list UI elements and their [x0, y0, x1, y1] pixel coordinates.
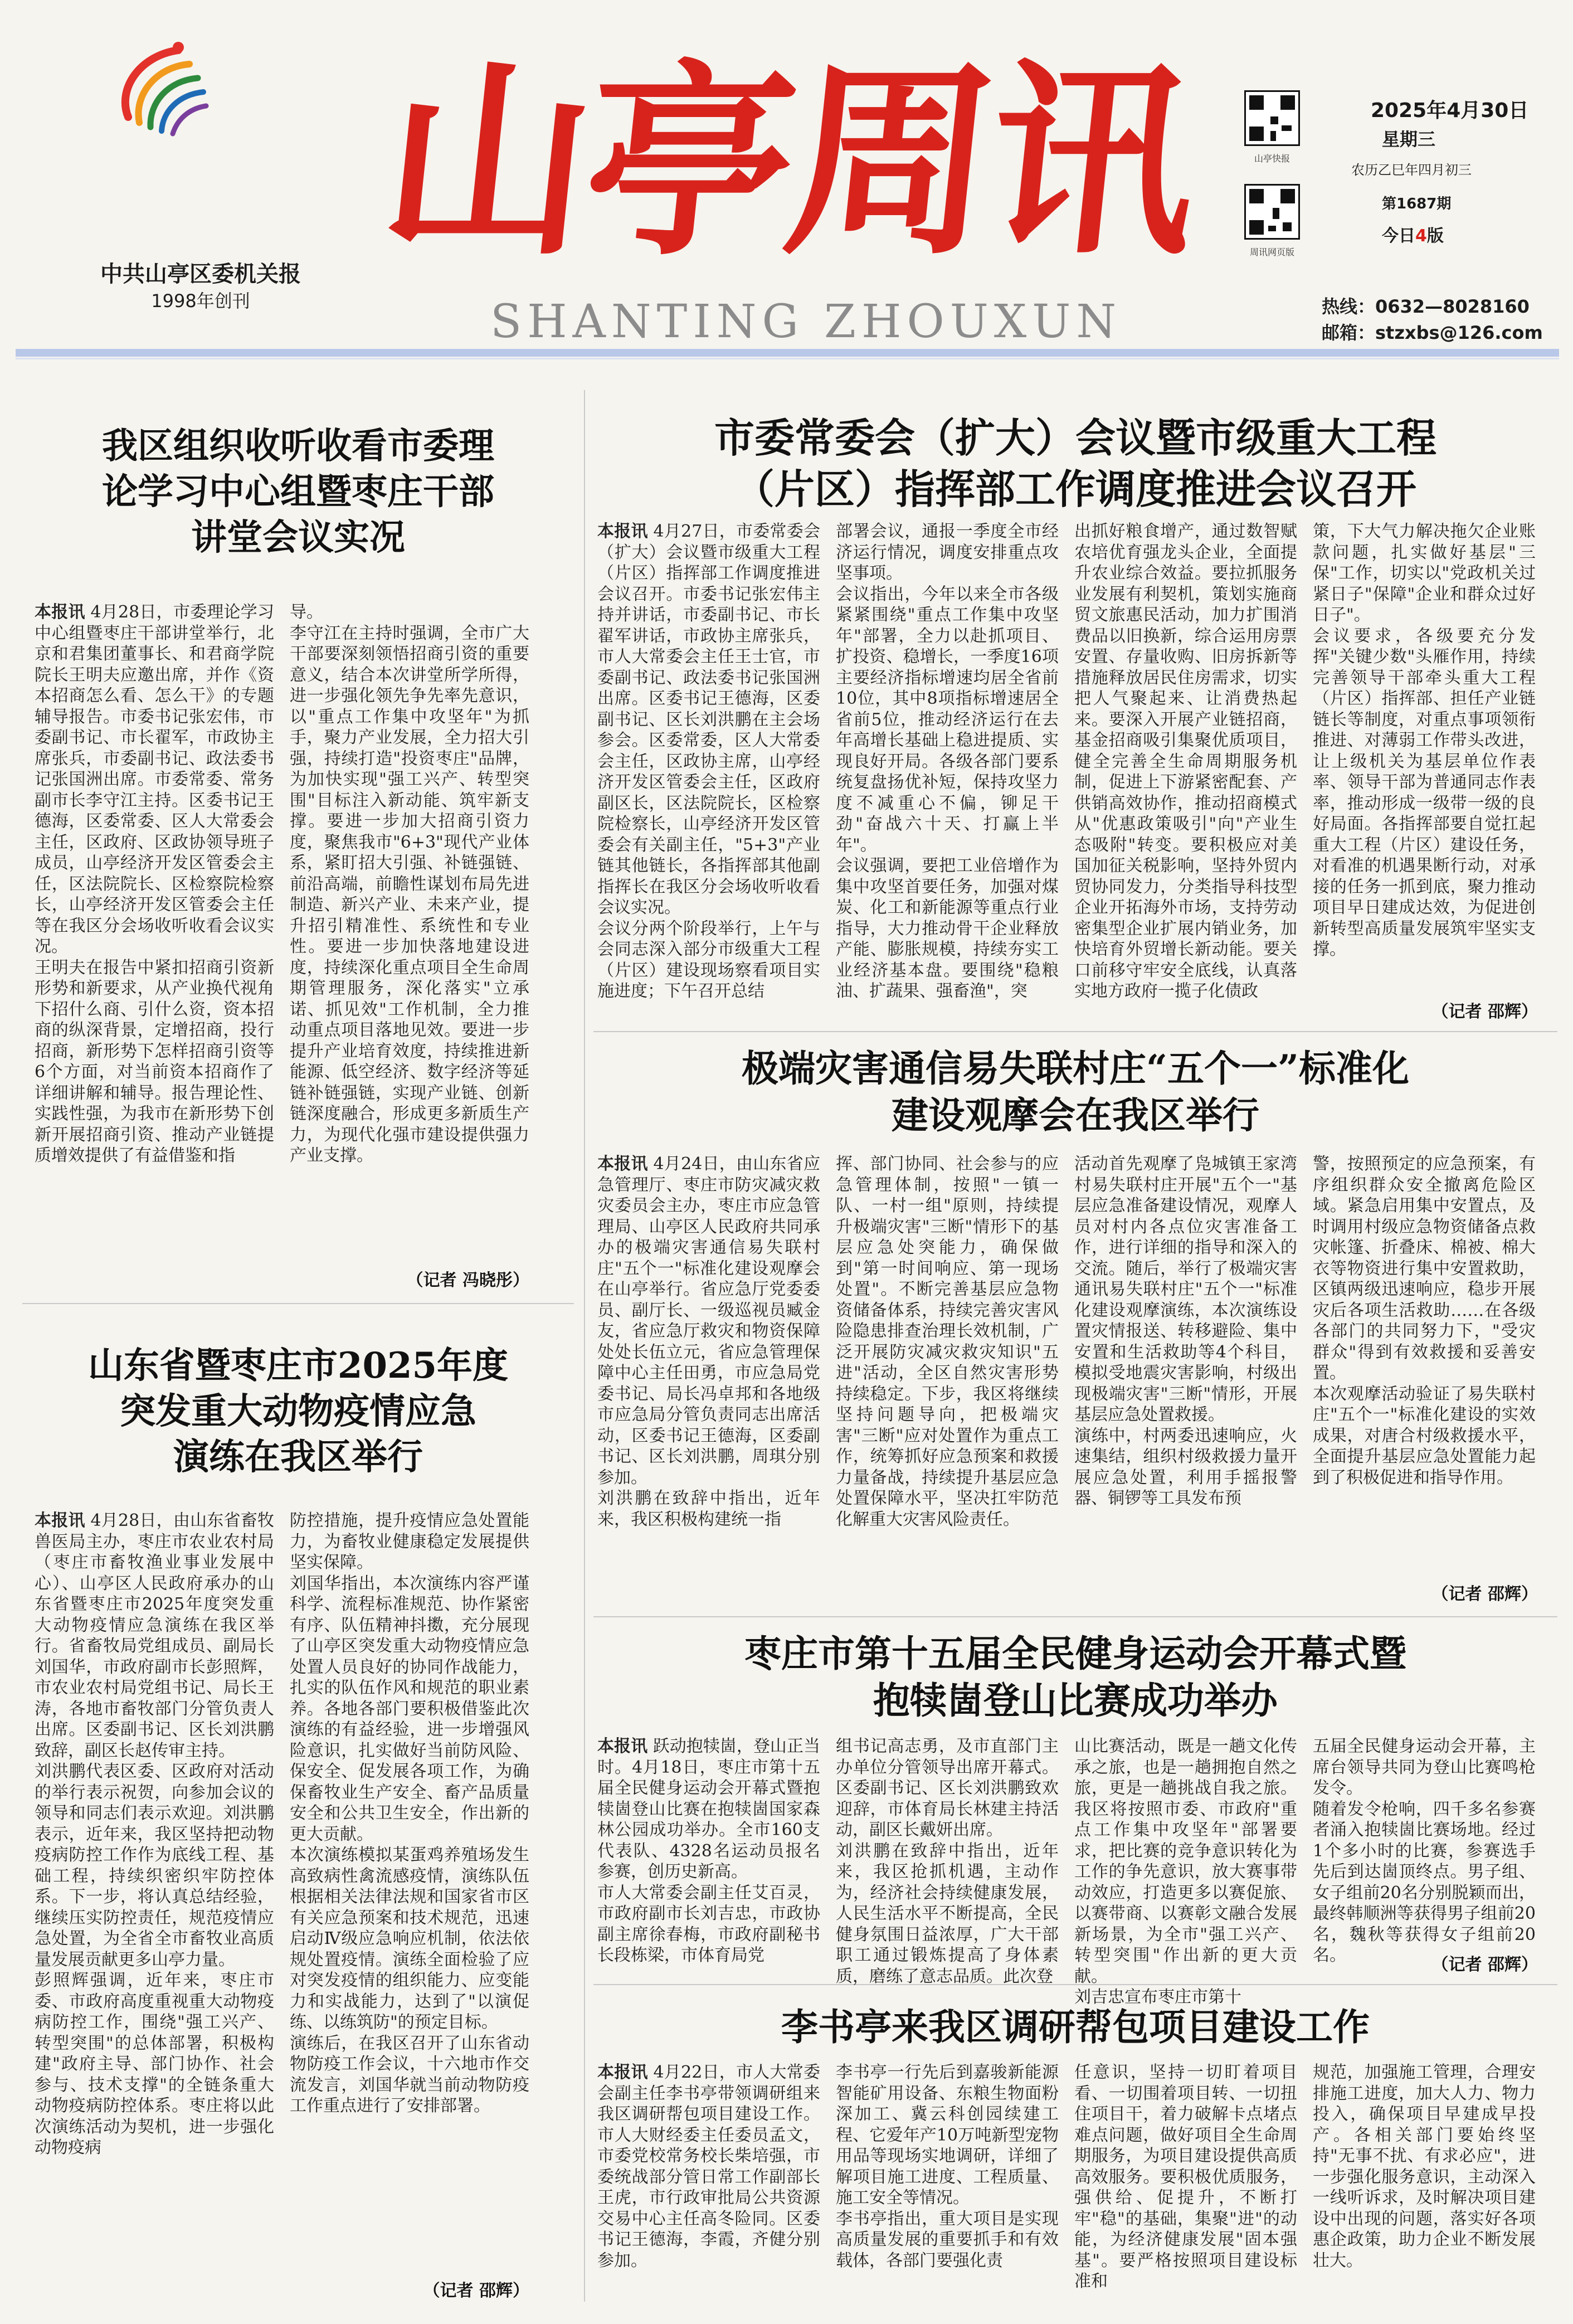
- issue-weekday: 星期三: [1382, 129, 1436, 150]
- column-divider: [584, 390, 585, 2302]
- article-text: 警，按照预定的应急预案，有序组织群众安全撤离危险区域。紧急启用集中安置点，及时调用村级应急物资储备点救灾帐篷、折叠床、棉被、棉大衣等物资进行集中安置救助，区镇两级迅速响应，稳步开展灾后各项生活救助……在各级各部门的共同努力下，"受灾群众"得到有效救援和妥善安置。 本次观摩活动验证了易失联村庄"五个一"标准化建设的实效成果，对唐合村级救援水平，全面提升基层应急处置能力起到了积极促进和指导作用。: [1313, 1154, 1536, 1487]
- article-byline: （记者 冯晓彤）: [406, 1271, 529, 1290]
- article-lead: 本报讯: [35, 602, 85, 622]
- article-text: 4月24日，由山东省应急管理厅、枣庄市防灾减灾救灾委员会主办，枣庄市应急管理局、山亭区人民政府共同承办的极端灾害通信易失联村庄"五个一"标准化建设观摩会在山亭举行。省应急厅党委委员、副厅长、一级巡视员臧金友，省应急厅救灾和物资保障处处长伍立元，省应急管理保障中心主任田勇，市应急局党委书记、局长冯卓邦和各地级市应急局分管负责同志出席活动，区委书记王德海，区委副书记、区长刘洪鹏，周琪分别参加。 刘洪鹏在致辞中指出，近年来，我区积极构建统一指: [597, 1154, 821, 1529]
- headline-line: 突发重大动物疫情应急: [120, 1390, 476, 1432]
- article-text: 策，下大气力解决拖欠企业账款问题，扎实做好基层"三保"工作，切实以"党政机关过紧日子"保障"企业和群众过好日子"。 会议要求，各级要充分发挥"关键少数"头雁作用，持续完善领导干部牵头重大工程（片区）指挥部、担任产业链链长等制度，对重点事项领衔推进、对薄弱工作带头改进，让上级机关为基层单位作表率、领导干部为普通同志作表率，推动形成一级带一级的良好局面。各指挥部要自觉扛起重大工程（片区）建设任务，对看准的机遇果断行动，对承接的任务一抓到底，聚力推动项目早日建成达效，为促进创新转型高质量发展筑牢坚实支撑。: [1313, 522, 1536, 959]
- headline-line: 论学习中心组暨枣庄干部: [102, 470, 494, 513]
- article-text: 挥、部门协同、社会参与的应急管理体制，按照"一镇一队、一村一组"原则，持续提升极端灾害"三断"情形下的基层应急处突能力，确保做到"第一时间响应、第一现场处置"。不断完善基层应急物资储备体系，持续完善灾害风险隐患排查治理长效机制，广泛开展防灾减灾救灾知识"五进"活动，全区自然灾害形势持续稳定。下步，我区将继续坚持问题导向，把极端灾害"三断"应对处置作为重点工作，统筹抓好应急预案和救援力量备战，持续提升基层应急处置保障水平，坚决扛牢防范化解重大灾害风险责任。: [836, 1154, 1059, 1529]
- article-body: [290, 1510, 529, 2268]
- article-headline: [593, 2004, 1557, 2050]
- article-text: 出抓好粮食增产，通过数智赋农培优育强龙头企业，全面提升农业综合效益。要拉抓服务业发展有利契机，策划实施商贸文旅惠民活动，加力扩围消费品以旧换新，综合运用房票安置、存量收购、旧房拆新等措施释放居民住房需求，切实把人气聚起来、让消费热起来。要深入开展产业链招商，基金招商吸引集聚优质项目，健全完善全生命周期服务机制，促进上下游紧密配套、产供销高效协作，推动招商模式从"优惠政策吸引"向"产业生态吸附"转变。要积极应对美国加征关税影响，坚持外贸内贸协同发力，分类指导科技型企业开拓海外市场，支持劳动密集型企业扩展内销业务，加快培育外贸增长新动能。要关口前移守牢安全底线，认真落实地方政府一揽子化债政: [1074, 522, 1297, 1001]
- article-body: [1074, 1736, 1297, 2007]
- article-body: [1074, 1154, 1297, 1599]
- article-body: [1313, 521, 1536, 995]
- founded-year: 1998年创刊: [151, 290, 250, 312]
- issue-number: 第1687期: [1382, 196, 1452, 212]
- article: [22, 1343, 574, 1480]
- headline-line: 市委常委会（扩大）会议暨市级重大工程: [714, 414, 1436, 461]
- page-count-number: 4: [1415, 226, 1427, 246]
- email: 邮箱：stzxbs@126.com: [1322, 322, 1543, 343]
- article-text: 跃动抱犊崮，登山正当时。4月18日，枣庄市第十五届全民健身运动会开幕式暨抱犊崮登山比赛在抱犊崮国家森林公园成功举办。全市160支代表队、4328名运动员报名参赛，创历史新高。 市人大常委会副主任艾百灵，市政府副市长刘吉忠，市政协副主席徐春梅，市政府副秘书长段栋梁，市体育局党: [597, 1737, 821, 1965]
- article-lead: 本报讯: [35, 1511, 85, 1530]
- article-body: [836, 2062, 1059, 2307]
- article-headline: [22, 424, 574, 561]
- headline-line: 山东省暨枣庄市2025年度: [87, 1345, 509, 1387]
- article-body: [1074, 521, 1297, 1017]
- article-divider: [22, 1303, 574, 1304]
- headline-line: 抱犊崮登山比赛成功举办: [873, 1679, 1278, 1723]
- page-count-prefix: 今日: [1382, 226, 1415, 246]
- article-body: [1313, 2062, 1536, 2307]
- article-headline: [593, 1630, 1557, 1724]
- article-body: [1313, 1154, 1536, 1577]
- qr-caption: 山亭快报: [1254, 153, 1290, 164]
- headline-line: 讲堂会议实况: [191, 516, 405, 558]
- article-body: [290, 602, 529, 1287]
- masthead-rule-thin: [16, 358, 1559, 359]
- headline-line: 演练在我区举行: [173, 1436, 423, 1478]
- article-text: 4月28日，由山东省畜牧兽医局主办，枣庄市农业农村局（枣庄市畜牧渔业事业发展中心）、山亭区人民政府承办的山东省暨枣庄市2025年度突发重大动物疫情应急演练在我区举行。省畜牧局党组成员、副局长刘国华，市政府副市长彭照辉，市农业农村局党组书记、局长王涛，各地市畜牧部门分管负责人出席。区委副书记、区长刘洪鹏致辞，副区长赵传审主持。 刘洪鹏代表区委、区政府对活动的举行表示祝贺，向参加会议的领导和同志们表示欢迎。刘洪鹏表示，近年来，我区坚持把动物疫病防控工作作为底线工程、基础工程，持续织密织牢防控体系。下一步，将认真总结经验，继续压实防控责任，规范疫情应急处置，为全省全市畜牧业高质量发展贡献更多山亭力量。 彭照辉强调，近年来，枣庄市委、市政府高度重视重大动物疫病防控工作，围绕"强工兴产、转型突围"的总体部署，积极构建"政府主导、部门协作、社会参与、技术支撑"的全链条重大动物疫病防控体系。枣庄将以此次演练活动为契机，进一步强化动物疫病: [35, 1511, 274, 2157]
- article-body: [1074, 2062, 1297, 2307]
- article-lead: 本报讯: [597, 2063, 648, 2082]
- qr-caption: 周讯网页版: [1249, 247, 1294, 257]
- article-headline: [22, 1343, 574, 1480]
- article-divider: [593, 1616, 1557, 1617]
- article-body: [836, 1736, 1059, 1986]
- headline-line: 建设观摩会在我区举行: [892, 1093, 1259, 1137]
- article-text: 4月22日，市人大常委会副主任李书亭带领调研组来我区调研帮包项目建设工作。市人大财经委主任委员孟文，市委党校常务校长柴培强，市委统战部分管日常工作副部长王虎，市行政审批局公共资源交易中心主任高冬险同。区委书记王德海，李霞，齐健分别参加。: [597, 2063, 821, 2270]
- article: [593, 412, 1557, 515]
- lunar-date: 农历乙巳年四月初三: [1351, 162, 1472, 178]
- publisher-name: 中共山亭区委机关报: [100, 261, 301, 287]
- article-body: [597, 1154, 820, 1599]
- article-body: [597, 2062, 820, 2307]
- article-text: 防控措施，提升疫情应急处置能力，为畜牧业健康稳定发展提供坚实保障。 刘国华指出，本次演练内容严谨科学、流程标准规范、协作紧密有序、队伍精神抖擞，充分展现了山亭区突发重大动物疫情应急处置人员良好的协同作战能力，扎实的队伍作风和规范的职业素养。各地各部门要积极借鉴此次演练的有益经验，进一步增强风险意识，扎实做好当前防风险、保安全、促发展各项工作，为确保畜牧业生产安全、畜产品质量安全和公共卫生安全，作出新的更大贡献。 本次演练模拟某蛋鸡养殖场发生高致病性禽流感疫情，演练队伍根据相关法律法规和国家省市区有关应急预案和技术规范，迅速启动Ⅳ级应急响应机制，依法依规处置疫情。演练全面检验了应对突发疫情的组织能力、应变能力和实战能力，达到了"以演促练、以练筑防"的预定目标。 演练后，在我区召开了山东省动物防疫工作会议，十六地市作交流发言，刘国华就当前动物防疫工作重点进行了安排部署。: [290, 1511, 529, 2116]
- article-body: [836, 1154, 1059, 1599]
- article-body: [597, 1736, 820, 1970]
- article-headline: [593, 1045, 1557, 1139]
- article: [593, 1045, 1557, 1139]
- article-byline: （记者 邵辉）: [1431, 1584, 1538, 1604]
- article-text: 任意识，坚持一切盯着项目看、一切围着项目转、一切扭住项目干，着力破解卡点堵点难点问题，做好项目全生命周期服务，为项目建设提供高质高效服务。要积极优质服务，强供给、促提升，不断打牢"稳"的基础，集聚"进"的动能，为经济健康发展"固本强基"。要严格按照项目建设标准和: [1074, 2063, 1297, 2291]
- headline-line: 极端灾害通信易失联村庄“五个一”标准化: [742, 1047, 1409, 1090]
- headline-line: （片区）指挥部工作调度推进会议召开: [734, 465, 1416, 513]
- article-lead: 本报讯: [597, 522, 648, 541]
- article-lead: 本报讯: [597, 1737, 648, 1756]
- article-byline: （记者 邵辉）: [1431, 1955, 1538, 1975]
- article-text: 部署会议，通报一季度全市经济运行情况，调度安排重点攻坚事项。 会议指出，今年以来全市各级紧紧围绕"重点工作集中攻坚年"部署，全力以赴抓项目、扩投资、稳增长，一季度16项主要经济指标增速均居全省前10位，其中8项指标增速居全省前5位，推动经济运行在去年高增长基础上稳进提质、实现良好开局。各级各部门要系统复盘扬优补短，保持攻坚力度不减重心不偏，铆足干劲"奋战六十天、打赢上半年"。 会议强调，要把工业倍增作为集中攻坚首要任务，加强对煤炭、化工和新能源等重点行业指导，大力推动骨干企业释放产能、膨胀规模，持续夯实工业经济基本盘。要围绕"稳粮油、扩蔬果、强畜渔"，突: [836, 522, 1059, 1001]
- article-text: 导。 李守江在主持时强调，全市广大干部要深刻领悟招商引资的重要意义，结合本次讲堂所学所得，进一步强化领先争先率先意识，以"重点工作集中攻坚年"为抓手，聚力产业发展，全力招大引强，持续打造"投资枣庄"品牌，为加快实现"强工兴产、转型突围"目标注入新动能、筑牢新支撑。要进一步加大招商引资力度，聚焦我市"6+3"现代产业体系，紧盯招大引强、补链强链、前沿高端，前瞻性谋划布局先进制造、新兴产业、未来产业，提升招引精准性、系统性和专业性。要进一步加快落地建设进度，持续深化重点项目全生命周期管理服务，深化落实"立承诺、抓见效"工作机制，全力推动重点项目落地见效。要进一步提升产业培育效度，持续推进新能源、低空经济、数字经济等延链补链强链，实现产业链、创新链深度融合，形成更多新质生产力，为现代化强市建设提供强力产业支撑。: [290, 602, 529, 1165]
- masthead-rule: [16, 349, 1559, 357]
- masthead-pinyin: SHANTING ZHOUXUN: [490, 295, 1122, 348]
- article-text: 五届全民健身运动会开幕，主席台领导共同为登山比赛鸣枪发令。 随着发令枪响，四千多名参赛者涌入抱犊崮比赛场地。经过1个多小时的比赛，参赛选手先后到达崮顶终点。男子组、女子组前20名分别脱颖而出，最终韩顺洲等获得男子组前20名，魏秋等获得女子组前20名。: [1313, 1737, 1536, 1965]
- headline-line: 枣庄市第十五届全民健身运动会开幕式暨: [744, 1632, 1406, 1675]
- article-body: [35, 602, 274, 1287]
- article-text: 组书记高志勇，及市直部门主办单位分管领导出席开幕式。区委副书记、区长刘洪鹏致欢迎辞，市体育局长林建主持活动，副区长戴妍出席。 刘洪鹏在致辞中指出，近年来，我区抢抓机遇，主动作为，经济社会持续健康发展，人民生活水平不断提高，全民健身氛围日益浓厚，广大干部职工通过锻炼提高了身体素质，磨练了意志品质。此次登: [836, 1737, 1059, 1986]
- article: [593, 2004, 1557, 2050]
- article-text: 规范，加强施工管理，合理安排施工进度，加大人力、物力投入，确保项目早建成早投产。各相关部门要始终坚持"无事不扰、有求必应"，进一步强化服务意识，主动深入一线听诉求，及时解决项目建设中出现的问题，落实好各项惠企政策，助力企业不断发展壮大。: [1313, 2063, 1536, 2270]
- issue-date: 2025年4月30日: [1371, 99, 1529, 122]
- article-text: 活动首先观摩了凫城镇王家湾村易失联村庄开展"五个一"基层应急准备建设情况，观摩人员对村内各点位灾害准备工作，进行详细的指导和深入的交流。随后，举行了极端灾害通讯易失联村庄"五个一"标准化建设观摩演练，本次演练设置灾情报送、转移避险、集中安置和生活救助等4个科目，模拟受地震灾害影响，村级出现极端灾害"三断"情形，开展基层应急处置救援。 演练中，村两委迅速响应，火速集结，组织村级救援力量开展应急处置，利用手摇报警器、铜锣等工具发布预: [1074, 1154, 1297, 1508]
- qr-code-icon: [1244, 90, 1300, 146]
- masthead-title: 山亭周讯: [372, 40, 1205, 283]
- article-body: [35, 1510, 274, 2302]
- article-text: 李书亭一行先后到嘉骏新能源智能矿用设备、东粮生物面粉深加工、冀云科创园续建工程、它爱年产10万吨新型宠物用品等现场实地调研，详细了解项目施工进度、工程质量、施工安全等情况。 李书亭指出，重大项目是实现高质量发展的重要抓手和有效载体，各部门要强化责: [836, 2063, 1059, 2270]
- logo: [95, 33, 223, 145]
- article: [22, 424, 574, 561]
- article-body: [1313, 1736, 1536, 1965]
- article-byline: （记者 邵辉）: [1431, 1002, 1538, 1022]
- article-body: [836, 521, 1059, 1017]
- article-divider: [593, 1031, 1557, 1032]
- article-byline: （记者 邵辉）: [423, 2281, 529, 2301]
- article-lead: 本报讯: [597, 1154, 648, 1174]
- article-text: 4月28日，市委理论学习中心组暨枣庄干部讲堂举行，北京和君集团董事长、和君商学院院长王明夫应邀出席，并作《资本招商怎么看、怎么干》的专题辅导报告。市委书记张宏伟，市委副书记、市长翟军，市政协主席张兵，市委副书记、政法委书记张国洲出席。市委常委、常务副市长李守江主持。区委书记王德海，区委常委、区人大常委会主任，区政府、区政协领导班子成员，山亭经济开发区管委会主任，区法院院长、区检察院检察长，山亭经济开发区管委会主任等在我区分会场收听收看会议实况。 王明夫在报告中紧扣招商引资新形势和新要求，从产业换代视角下招什么商、引什么资，资本招商的纵深背景，定增招商，投行招商，新形势下怎样招商引资等6个方面，对当前资本招商作了详细讲解和辅导。报告理论性、实践性强，为我市在新形势下创新开展招商引资、推动产业链提质增效提供了有益借鉴和指: [35, 602, 274, 1165]
- article: [593, 1630, 1557, 1724]
- article-text: 山比赛活动，既是一趟文化传承之旅，也是一趟拥抱自然之旅，更是一趟挑战自我之旅。我区将按照市委、市政府"重点工作集中攻坚年"部署要求，把比赛的竞争意识转化为工作的争先意识，放大赛事带动效应，打造更多以赛促旅、以赛带商、以赛彰文融合发展新场景，为全市"强工兴产、转型突围"作出新的更大贡献。 刘吉忠宣布枣庄市第十: [1074, 1737, 1297, 2007]
- qr-code-icon: [1244, 184, 1300, 240]
- article-text: 4月27日，市委常委会（扩大）会议暨市级重大工程（片区）指挥部工作调度推进会议召开。市委书记张宏伟主持并讲话，市委副书记、市长翟军讲话，市政协主席张兵，市人大常委会主任王士官，市委副书记、政法委书记张国洲出席。区委书记王德海，区委副书记、区长刘洪鹏在主会场参会。区委常委，区人大常委会主任，区政协主席，山亭经济开发区管委会主任，区政府副区长，区法院院长，区检察院检察长，山亭经济开发区管委会有关副主任，"5+3"产业链其他链长，各指挥部其他副指挥长在我区分会场收听收看会议实况。 会议分两个阶段举行，上午与会同志深入部分市级重大工程（片区）建设现场察看项目实施进度；下午召开总结: [597, 522, 821, 1001]
- article-headline: [593, 412, 1557, 515]
- hotline: 热线：0632—8028160: [1322, 296, 1530, 317]
- headline-line: 我区组织收听收看市委理: [102, 425, 494, 467]
- headline-line: 李书亭来我区调研帮包项目建设工作: [781, 2005, 1370, 2049]
- page-count: [1382, 222, 1444, 246]
- page-count-suffix: 版: [1426, 226, 1444, 246]
- article-body: [597, 521, 820, 1017]
